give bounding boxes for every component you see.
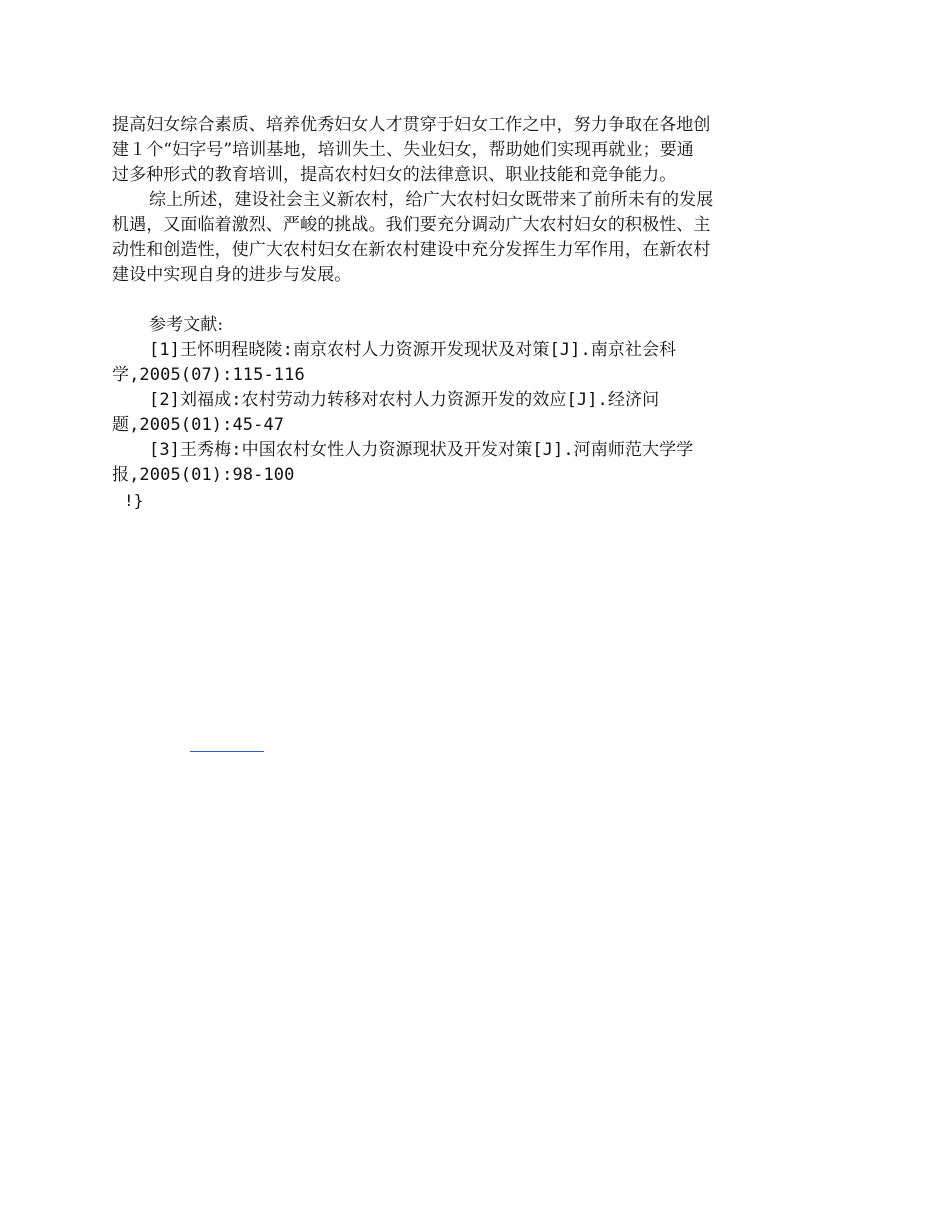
reference-line: [2]刘福成:农村劳动力转移对农村人力资源开发的效应[J].经济问 bbox=[149, 390, 660, 410]
reference-item-2 bbox=[112, 388, 772, 438]
paragraph-spacer bbox=[112, 288, 772, 313]
reference-line: [1]王怀明程晓陵:南京农村人力资源开发现状及对策[J].南京社会科 bbox=[149, 340, 677, 360]
document-page bbox=[112, 113, 772, 513]
reference-item-3 bbox=[112, 438, 772, 488]
references-heading: 参考文献: bbox=[149, 315, 224, 335]
body-paragraph-2 bbox=[112, 188, 772, 288]
paragraph-line: 建１个“妇字号”培训基地，培训失土、失业妇女，帮助她们实现再就业；要通 bbox=[112, 140, 694, 160]
paragraph-line: 建设中实现自身的进步与发展。 bbox=[112, 265, 352, 285]
references-section bbox=[112, 313, 772, 513]
reference-line: 题,2005(01):45-47 bbox=[112, 415, 285, 435]
reference-line: [3]王秀梅:中国农村女性人力资源现状及开发对策[J].河南师范大学学 bbox=[149, 440, 694, 460]
paragraph-line: 机遇，又面临着激烈、严峻的挑战。我们要充分调动广大农村妇女的积极性、主 bbox=[112, 215, 711, 235]
paragraph-line: 综上所述，建设社会主义新农村，给广大农村妇女既带来了前所未有的发展 bbox=[149, 190, 714, 210]
footnote-separator-line bbox=[190, 751, 264, 752]
reference-item-1 bbox=[112, 338, 772, 388]
trailing-mark: !} bbox=[124, 491, 144, 510]
reference-line: 学,2005(07):115-116 bbox=[112, 365, 305, 385]
paragraph-line: 动性和创造性，使广大农村妇女在新农村建设中充分发挥生力军作用，在新农村 bbox=[112, 240, 711, 260]
reference-line: 报,2005(01):98-100 bbox=[112, 465, 295, 485]
paragraph-line: 过多种形式的教育培训，提高农村妇女的法律意识、职业技能和竞争能力。 bbox=[112, 165, 677, 185]
body-paragraph-1 bbox=[112, 113, 772, 188]
paragraph-line: 提高妇女综合素质、培养优秀妇女人才贯穿于妇女工作之中，努力争取在各地创 bbox=[112, 115, 711, 135]
